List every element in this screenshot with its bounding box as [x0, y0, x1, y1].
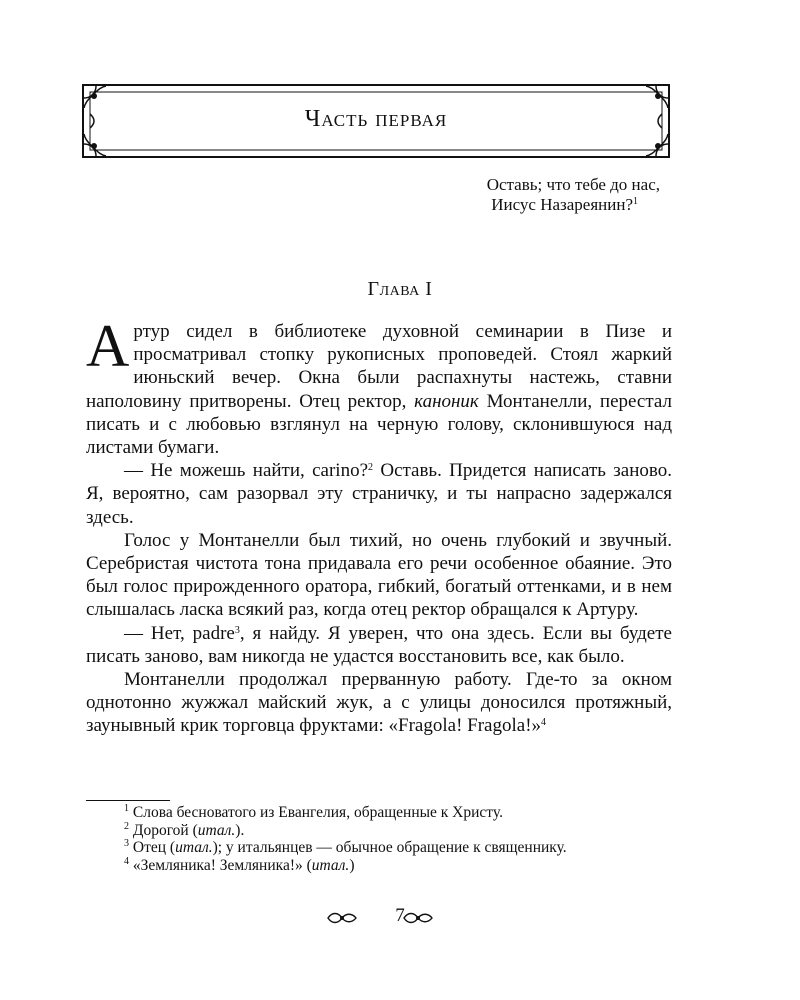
epigraph-line-1: Оставь; что тебе до нас, [486, 175, 660, 194]
paragraph: — Нет, padre$^3$, я найду. Я уверен, что она здесь. Если вы будете писать заново, вам никогда не удастся восстановить все, как было. [86, 622, 672, 667]
paragraph: — Не можешь найти, carino?$^2$ Оставь. Придется написать заново. Я, вероятно, сам разорвал эту страничку, и ты напрасно задержался здесь. [86, 460, 672, 528]
footnote: $^2$ Дорогой (итал.). [124, 820, 245, 839]
footnotes [86, 804, 672, 874]
epigraph [487, 175, 660, 215]
paragraph: Голос у Монтанелли был тихий, но очень глубокий и звучный. Серебристая чистота тона придавала его речи особенное обаяние. Это был голос прирожденного оратора, гибкий, богатый оттенками, и в нем слышалась ласка всякий раз, когда отец ректор обращался к Артуру. [86, 529, 672, 621]
paragraph: Монтанелли продолжал прерванную работу. Где-то за окном однотонно жужжал майский жук, а с улицы доносился протяжный, заунывный крик торговца фруктами: «Fragola! Fragola!»$^4$ [86, 669, 672, 737]
footnote: $^1$ Слова бесноватого из Евангелия, обращенные к Христу. [124, 803, 503, 821]
paragraph: Артур сидел в библиотеке духовной семинарии в Пизе и просматривал стопку рукописных проповедей. Стоял жаркий июньский вечер. Окна были распахнуты настежь, ставни наполовину притворены. Отец ректор, каноник Монтанелли, перестал писать и с любовью взглянул на черную голову, склонившуюся над листами бумаги. [86, 313, 672, 459]
drop-cap: А [86, 313, 130, 379]
chapter-body [86, 313, 672, 738]
footnote: $^3$ Отец (итал.); у итальянцев — обычное обращение к священнику. [124, 838, 567, 856]
footnote: $^4$ «Земляника! Земляника!» (итал.) [124, 855, 355, 874]
chapter-title: Глава I [367, 278, 433, 300]
epigraph-line-2: Иисус Назареянин?$^1$ [491, 195, 638, 214]
footnote-ref: 1 [633, 196, 638, 207]
page-number: 7 [395, 905, 405, 926]
footnote-ref: 4 [541, 717, 547, 729]
right-ornament-icon [402, 910, 434, 926]
part-title: Часть первая [304, 106, 448, 132]
footnote-ref: 2 [368, 462, 374, 474]
title-frame [82, 84, 670, 158]
footnote-divider [86, 800, 170, 801]
footnote-ref: 3 [234, 624, 240, 636]
